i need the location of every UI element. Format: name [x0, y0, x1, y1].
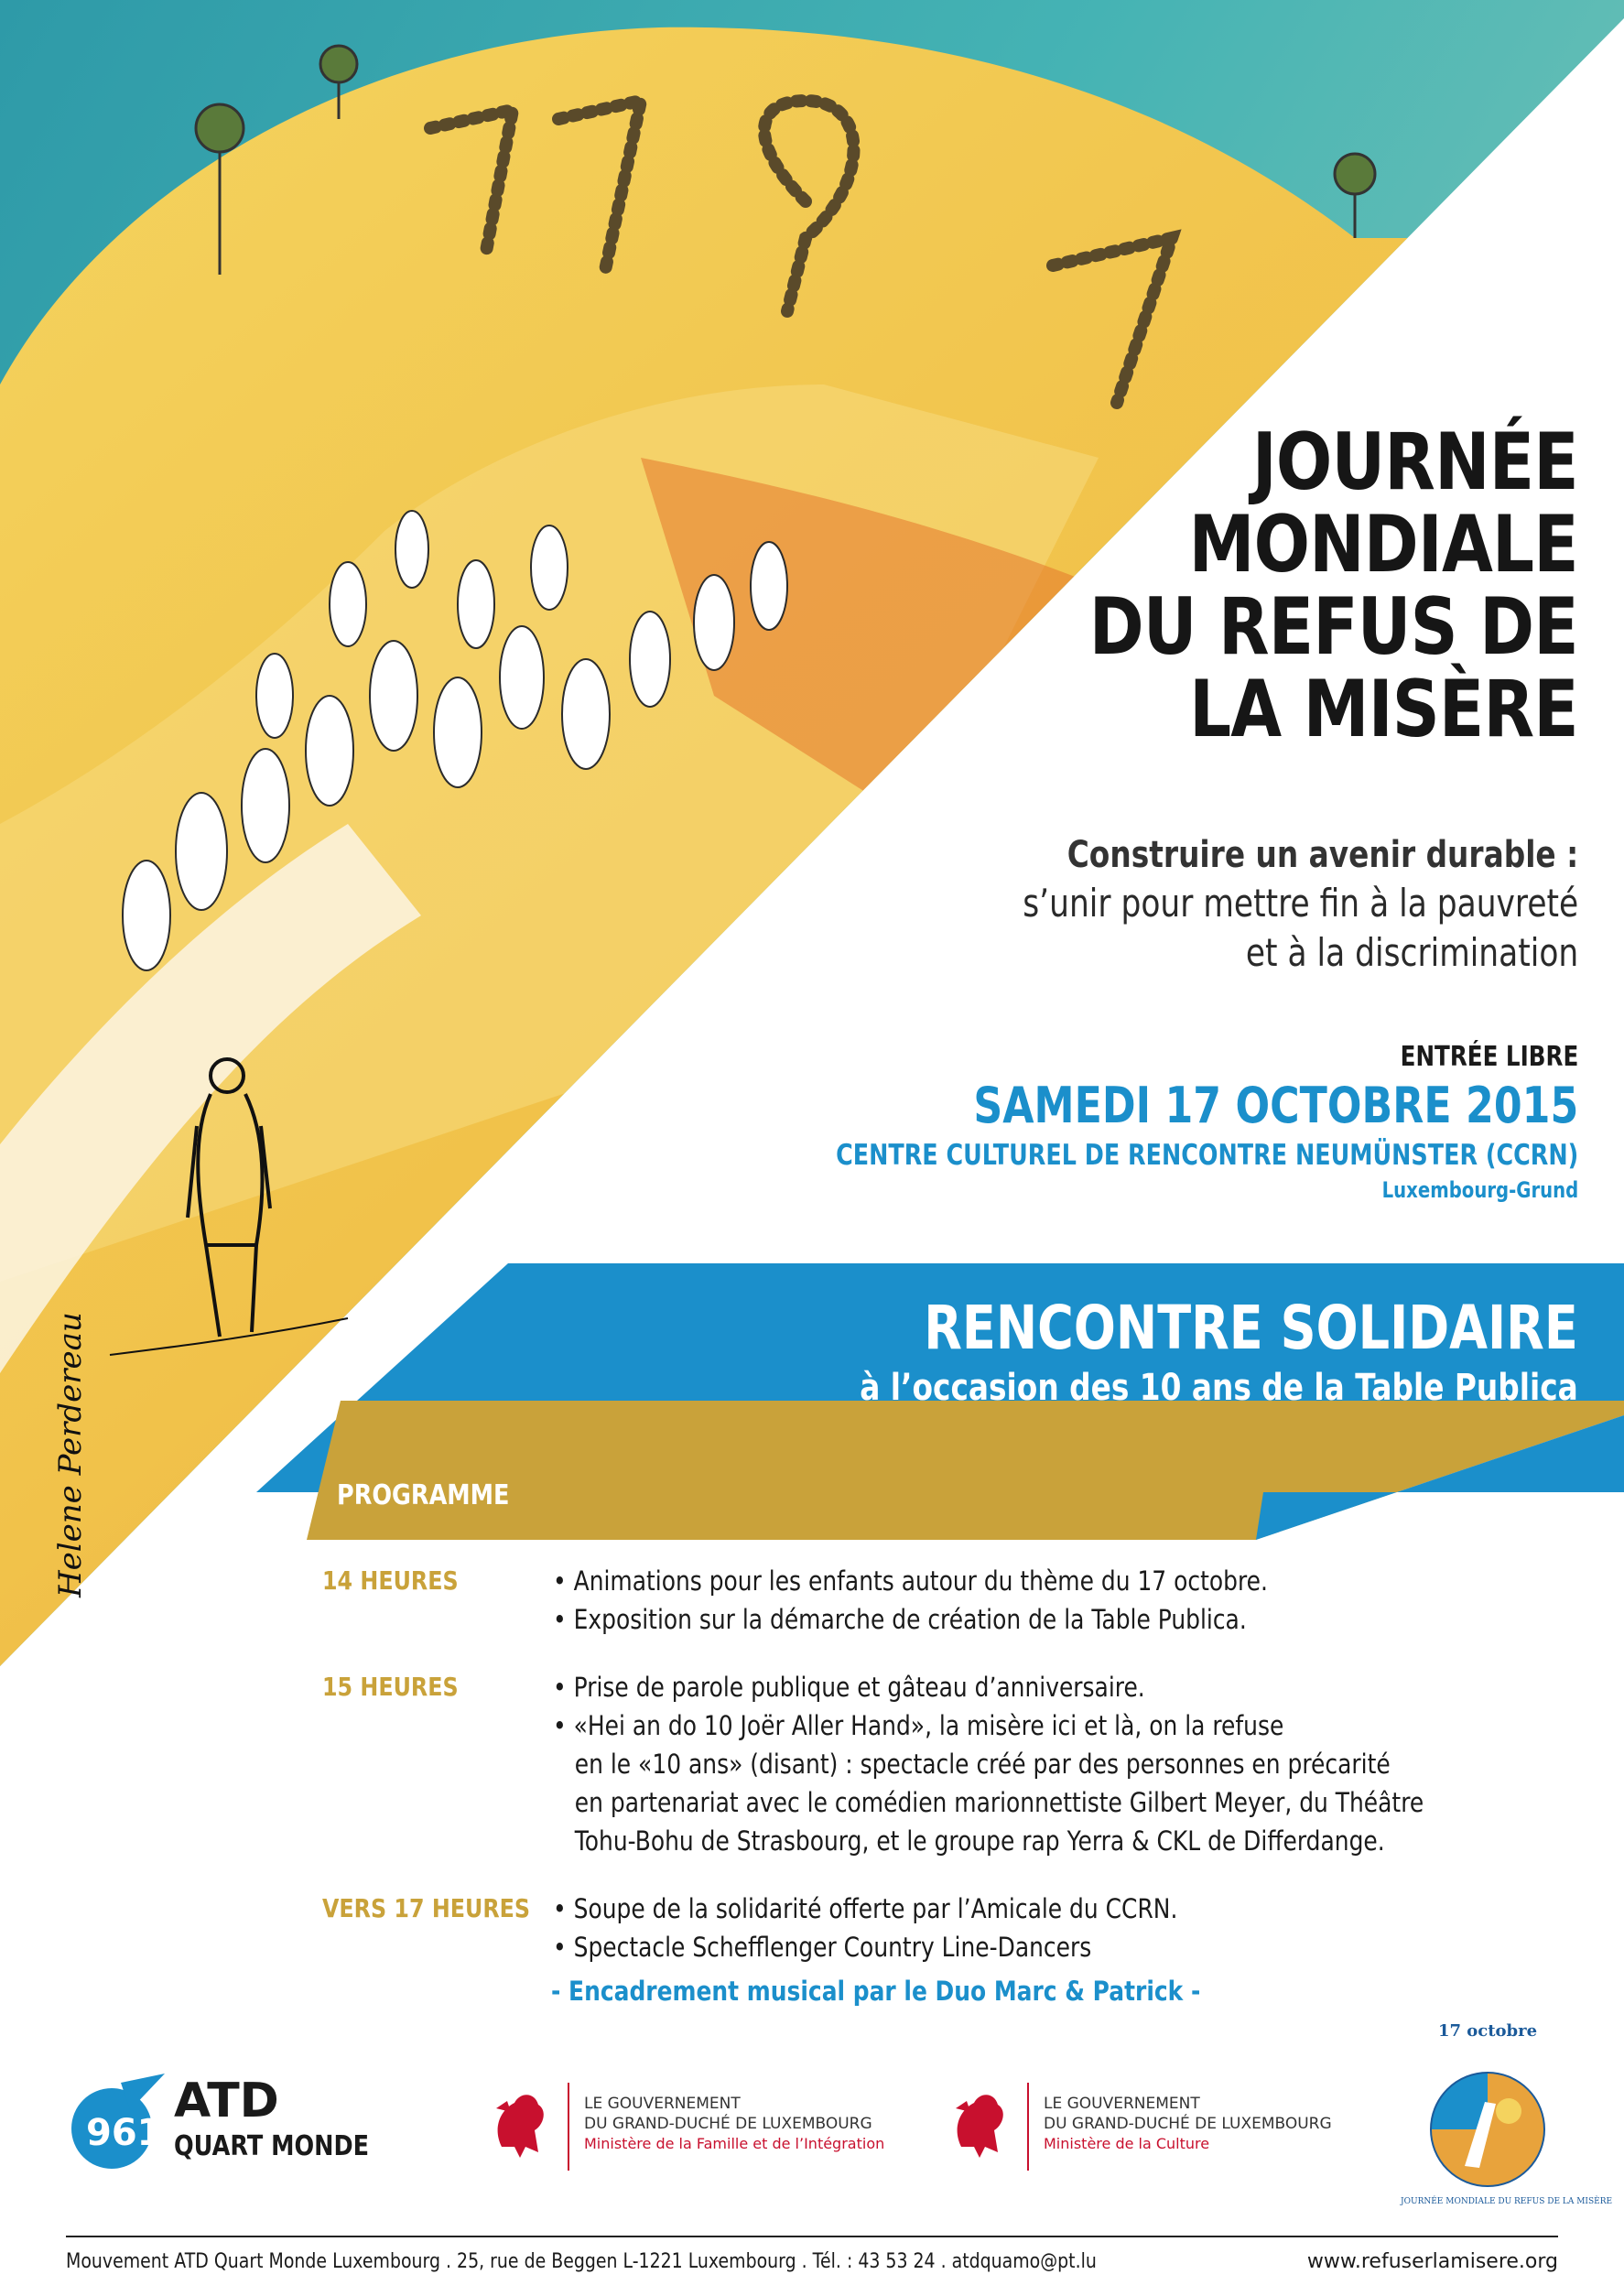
schedule-time: 14 HEURES: [322, 1565, 459, 1596]
schedule-row: [322, 1562, 1576, 1639]
banner-heading: [860, 1293, 1578, 1412]
atd-subname: QUART MONDE: [174, 2130, 370, 2162]
gov-line: LE GOUVERNEMENT: [584, 2095, 741, 2113]
gov-ministry: Ministère de la Famille et de l’Intégration: [584, 2135, 885, 2152]
schedule-item: • Animations pour les enfants autour du thème du 17 octobre.: [553, 1565, 1268, 1597]
banner-subtitle: à l’occasion des 10 ans de la Table Publica: [860, 1367, 1578, 1409]
headline: [1088, 417, 1578, 755]
schedule-item: en partenariat avec le comédien marionnettiste Gilbert Meyer, du Théâtre: [553, 1787, 1424, 1818]
gov-logo-culture: [943, 2083, 1364, 2183]
theme-line: et à la discrimination: [1245, 930, 1578, 975]
footer-website-link[interactable]: www.refuserlamisere.org: [1306, 2250, 1558, 2273]
programme-schedule: [322, 1562, 1576, 1996]
banner-title: RENCONTRE SOLIDAIRE: [924, 1293, 1578, 1363]
red-lion-icon: [943, 2083, 1016, 2165]
gov-divider: [1027, 2083, 1029, 2171]
artist-signature: Helene Perdereau: [52, 1312, 89, 1597]
atd-emblem-icon: [66, 2074, 167, 2174]
event-venue: CENTRE CULTUREL DE RENCONTRE NEUMÜNSTER (CCRN): [835, 1139, 1578, 1172]
svg-text:961: 961: [86, 2112, 163, 2154]
seal-emblem-icon: [1401, 2047, 1613, 2212]
event-city: Luxembourg-Grund: [1381, 1177, 1578, 1203]
journee-seal: [1401, 2021, 1613, 2214]
programme-label: PROGRAMME: [337, 1479, 510, 1511]
gov-line: LE GOUVERNEMENT: [1044, 2095, 1200, 2113]
theme-line: s’unir pour mettre fin à la pauvreté: [1023, 881, 1578, 926]
gov-logo-family: [483, 2083, 904, 2183]
theme-subtitle: [1023, 831, 1578, 978]
schedule-items: [553, 1890, 1576, 1966]
schedule-row: [322, 1890, 1576, 1966]
schedule-row: [322, 1668, 1576, 1860]
theme-line-bold: Construire un avenir durable :: [1066, 834, 1578, 876]
red-lion-icon: [483, 2083, 557, 2165]
schedule-item: • Exposition sur la démarche de création de la Table Publica.: [553, 1604, 1247, 1635]
gov-divider: [568, 2083, 569, 2171]
headline-line: JOURNÉE: [1252, 417, 1578, 508]
seal-date: 17 octobre: [1437, 2021, 1538, 2041]
gov-text: [584, 2094, 884, 2154]
event-info: [836, 1039, 1578, 1206]
schedule-item: • «Hei an do 10 Joër Aller Hand», la misère ici et là, on la refuse: [553, 1710, 1284, 1741]
headline-line: MONDIALE: [1188, 499, 1578, 590]
seal-ring-text: JOURNÉE MONDIALE DU REFUS DE LA MISÈRE: [1401, 2197, 1613, 2206]
event-date: SAMEDI 17 OCTOBRE 2015: [973, 1077, 1578, 1134]
music-note: - Encadrement musical par le Duo Marc & Patrick -: [551, 1976, 1201, 2007]
gov-ministry: Ministère de la Culture: [1044, 2135, 1210, 2152]
headline-line: DU REFUS DE: [1088, 581, 1578, 673]
schedule-time: VERS 17 HEURES: [322, 1893, 531, 1923]
atd-name: ATD: [174, 2074, 279, 2128]
schedule-item: • Prise de parole publique et gâteau d’anniversaire.: [553, 1672, 1145, 1703]
footer-rule: [66, 2236, 1558, 2237]
gov-line: DU GRAND-DUCHÉ DE LUXEMBOURG: [584, 2115, 872, 2133]
schedule-item: Tohu-Bohu de Strasbourg, et le groupe rap Yerra & CKL de Differdange.: [553, 1825, 1385, 1857]
schedule-time: 15 HEURES: [322, 1672, 459, 1702]
schedule-item: en le «10 ans» (disant) : spectacle créé par des personnes en précarité: [553, 1749, 1391, 1780]
entry-libre: ENTRÉE LIBRE: [1400, 1041, 1578, 1073]
headline-line: LA MISÈRE: [1189, 664, 1578, 755]
gov-line: DU GRAND-DUCHÉ DE LUXEMBOURG: [1044, 2115, 1332, 2133]
schedule-items: [553, 1668, 1576, 1860]
footer-address: Mouvement ATD Quart Monde Luxembourg . 25, rue de Beggen L-1221 Luxembourg . Tél. : 43 53 24 . atdquamo@pt.lu: [66, 2250, 1097, 2273]
schedule-item: • Spectacle Schefflenger Country Line-Dancers: [553, 1932, 1092, 1963]
atd-logo: [66, 2074, 414, 2174]
gov-text: [1044, 2094, 1332, 2154]
schedule-items: [553, 1562, 1576, 1639]
schedule-item: • Soupe de la solidarité offerte par l’Amicale du CCRN.: [553, 1893, 1178, 1924]
